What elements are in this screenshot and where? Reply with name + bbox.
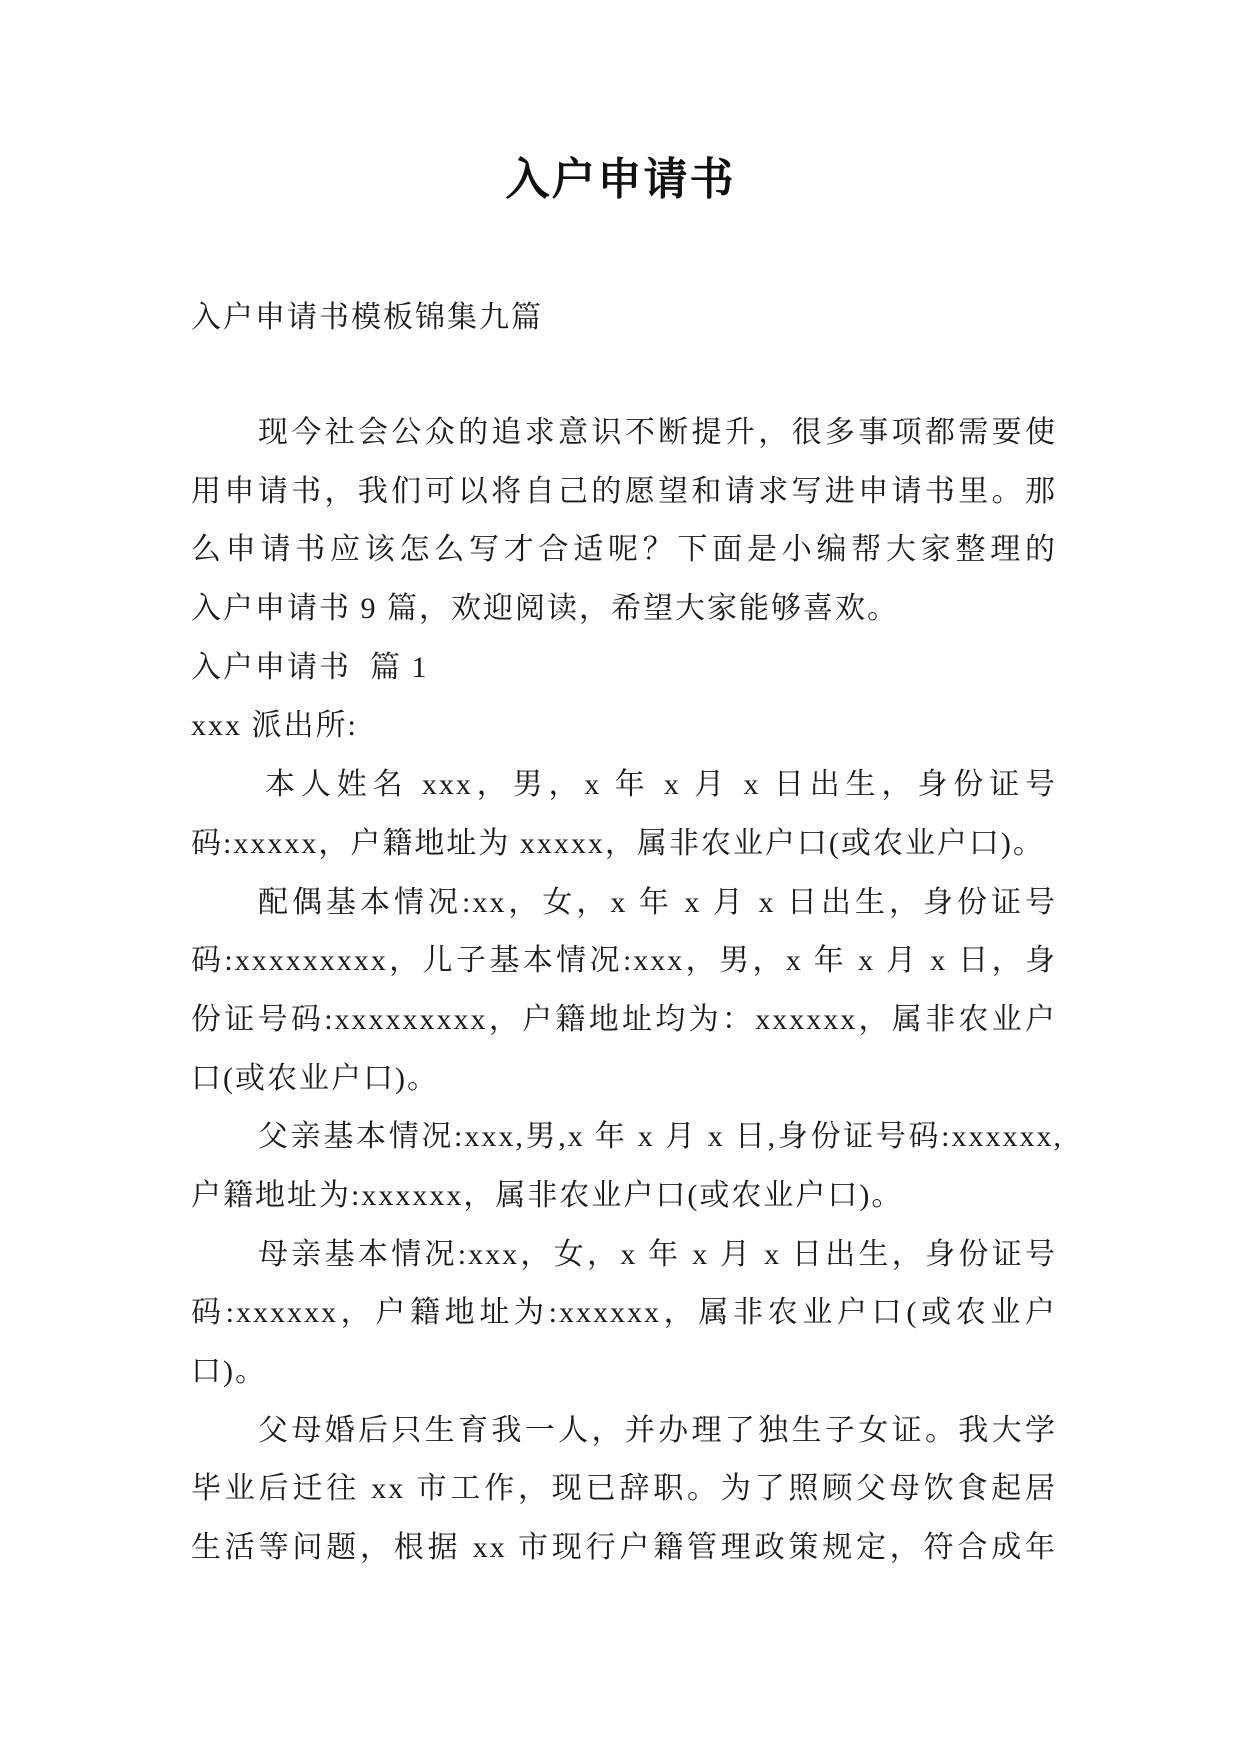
reason-paragraph bbox=[191, 1402, 1057, 1578]
paragraph-line: 配偶基本情况:xx，女，x 年 x 月 x 日出生，身份证号 bbox=[258, 885, 1057, 919]
paragraph-line: 现今社会公众的追求意识不断提升，很多事项都需要使 bbox=[258, 416, 1057, 449]
father-info-paragraph bbox=[191, 1108, 1063, 1225]
paragraph-line: 户籍地址为:xxxxxx，属非农业户口(或农业户口)。 bbox=[191, 1178, 904, 1212]
paragraph-line: 么申请书应该怎么写才合适呢？下面是小编帮大家整理的 bbox=[191, 533, 1057, 567]
paragraph-line: 份证号码:xxxxxxxxx，户籍地址均为：xxxxxx，属非农业户 bbox=[191, 1002, 1057, 1036]
paragraph-line: 码:xxxxx，户籍地址为 xxxxx，属非农业户口(或农业户口)。 bbox=[191, 826, 1045, 860]
paragraph-line: 毕业后迁往 xx 市工作，现已辞职。为了照顾父母饮食起居 bbox=[191, 1472, 1057, 1506]
paragraph-line: 父亲基本情况:xxx,男,x 年 x 月 x 日,身份证号码:xxxxxx, bbox=[258, 1120, 1063, 1154]
paragraph-line: 入户申请书 9 篇，欢迎阅读，希望大家能够喜欢。 bbox=[191, 592, 899, 626]
mother-info-paragraph bbox=[191, 1226, 1057, 1402]
section-heading: 入户申请书 篇 1 bbox=[191, 650, 429, 684]
applicant-info-paragraph bbox=[191, 756, 1057, 873]
paragraph-line: 用申请书，我们可以将自己的愿望和请求写进申请书里。那 bbox=[191, 474, 1057, 508]
paragraph-line: 生活等问题，根据 xx 市现行户籍管理政策规定，符合成年 bbox=[191, 1531, 1057, 1565]
paragraph-line: 码:xxxxxxxxx，儿子基本情况:xxx，男，x 年 x 月 x 日，身 bbox=[191, 944, 1057, 978]
intro-paragraph bbox=[191, 404, 1057, 639]
addressee-line: xxx 派出所: bbox=[191, 709, 358, 743]
document-title: 入户申请书 bbox=[505, 155, 736, 204]
document-body bbox=[191, 404, 1063, 1578]
paragraph-line: 码:xxxxxx，户籍地址为:xxxxxx，属非农业户口(或农业户 bbox=[191, 1296, 1057, 1330]
paragraph-line: 本人姓名 xxx，男，x 年 x 月 x 日出生，身份证号 bbox=[265, 768, 1057, 802]
document-subtitle: 入户申请书模板锦集九篇 bbox=[191, 301, 543, 334]
paragraph-line: 口(或农业户口)。 bbox=[191, 1061, 439, 1095]
paragraph-line: 母亲基本情况:xxx，女，x 年 x 月 x 日出生，身份证号 bbox=[258, 1237, 1057, 1271]
spouse-child-info-paragraph bbox=[191, 874, 1057, 1109]
paragraph-line: 父母婚后只生育我一人，并办理了独生子女证。我大学 bbox=[258, 1413, 1057, 1447]
paragraph-line: 口)。 bbox=[191, 1355, 267, 1388]
